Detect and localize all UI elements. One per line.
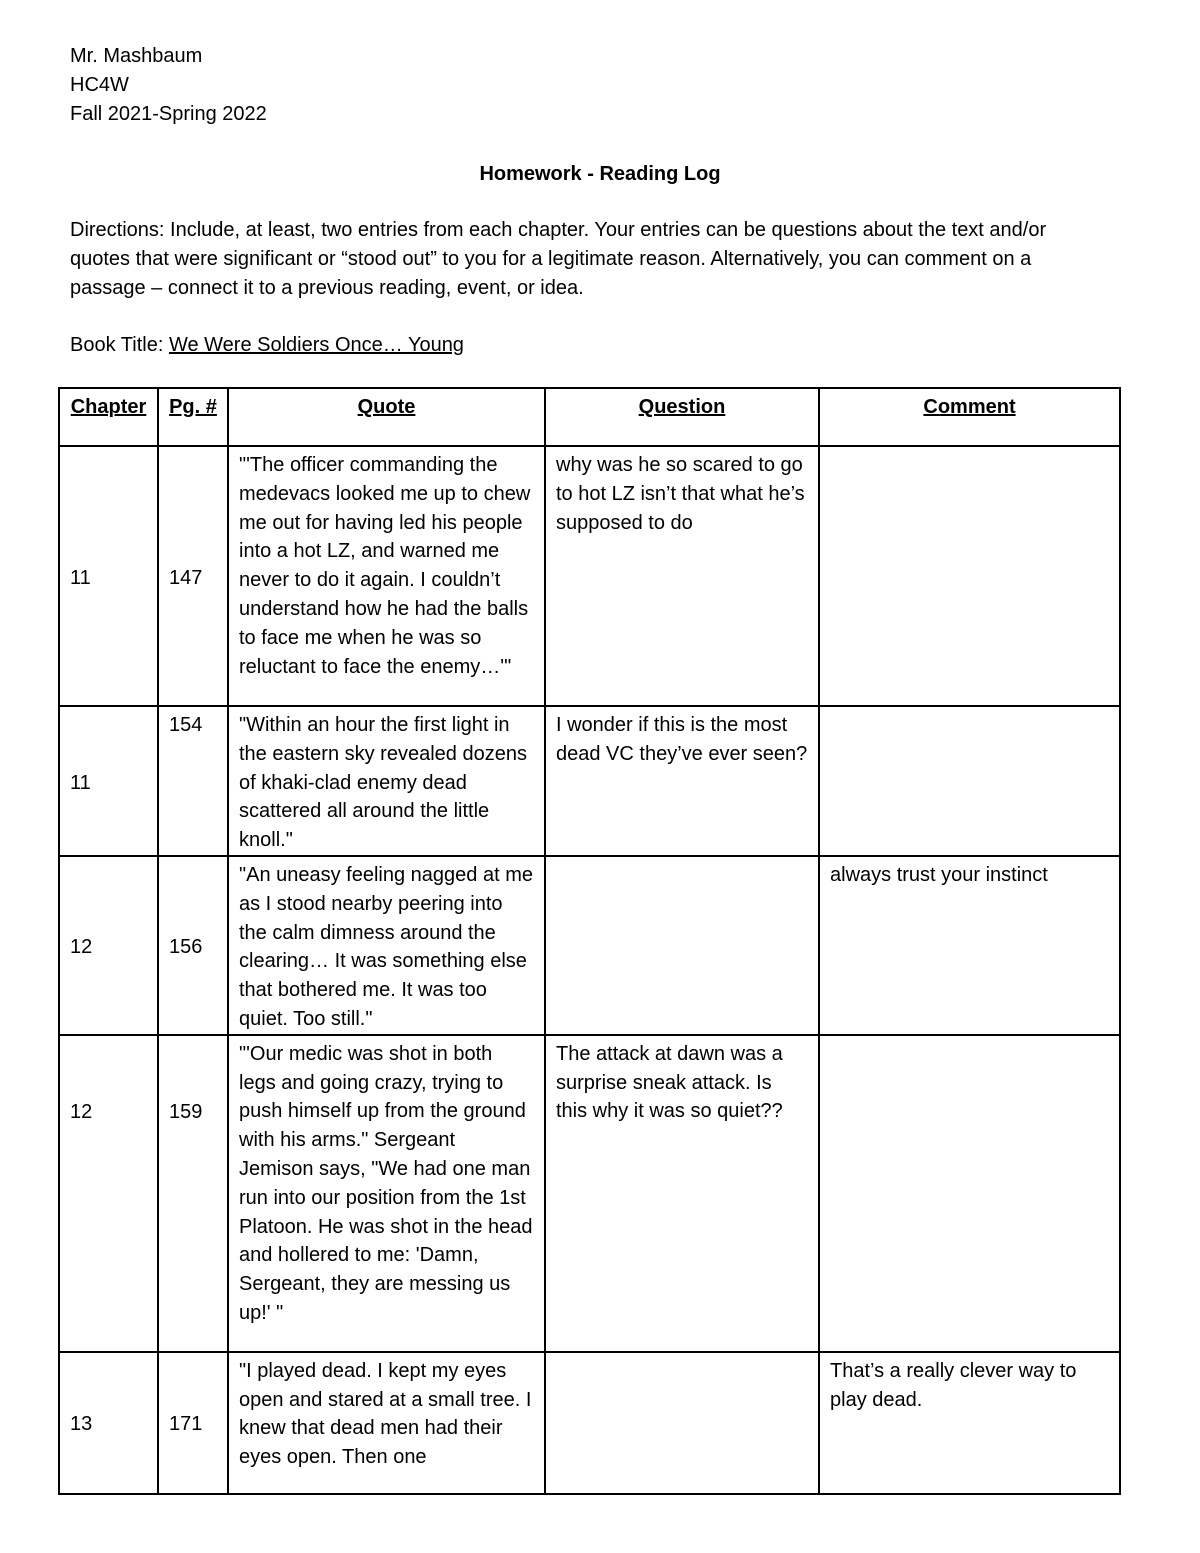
quote-cell: "'The officer commanding the medevacs looked me up to chew me out for having led his people into a hot LZ, and warned me never to do it again. I couldn’t understand how he had the balls to face me when he was so reluctant to face the enemy…'" <box>228 446 545 706</box>
comment-cell: That’s a really clever way to play dead. <box>819 1352 1120 1494</box>
chapter-cell: 12 <box>59 856 158 1035</box>
chapter-cell: 13 <box>59 1352 158 1494</box>
quote-cell: "Within an hour the first light in the eastern sky revealed dozens of khaki-clad enemy dead scattered all around the little knoll." <box>228 706 545 856</box>
header-comment: Comment <box>819 388 1120 446</box>
header-page: Pg. # <box>158 388 228 446</box>
book-title-value: We Were Soldiers Once… Young <box>168 334 464 356</box>
comment-cell <box>819 1035 1120 1352</box>
chapter-cell: 11 <box>59 446 158 706</box>
header-quote: Quote <box>228 388 545 446</box>
question-cell: I wonder if this is the most dead VC they’ve ever seen? <box>545 706 819 856</box>
course-code: HC4W <box>70 74 129 96</box>
page-cell: 156 <box>158 856 228 1035</box>
page-cell: 171 <box>158 1352 228 1494</box>
directions-text: Directions: Include, at least, two entries from each chapter. Your entries can be questions about the text and/or quotes that were significant or “stood out” to you for a legitimate reason. Alternatively, you can comment on a passage – connect it to a previous reading, event, or idea. <box>70 219 1047 299</box>
comment-cell <box>819 706 1120 856</box>
teacher-name: Mr. Mashbaum <box>70 45 203 67</box>
term: Fall 2021-Spring 2022 <box>70 103 267 125</box>
table-row <box>59 706 1120 856</box>
header-chapter: Chapter <box>59 388 158 446</box>
page-cell: 154 <box>158 706 228 856</box>
quote-cell: "An uneasy feeling nagged at me as I stood nearby peering into the calm dimness around the clearing… It was something else that bothered me. It was too quiet. Too still." <box>228 856 545 1035</box>
chapter-cell: 12 <box>59 1035 158 1352</box>
reading-log-table <box>58 387 1121 1495</box>
chapter-cell: 11 <box>59 706 158 856</box>
table-row <box>59 1352 1120 1494</box>
quote-cell: "I played dead. I kept my eyes open and stared at a small tree. I knew that dead men had their eyes open. Then one <box>228 1352 545 1494</box>
comment-cell: always trust your instinct <box>819 856 1120 1035</box>
question-cell <box>545 1352 819 1494</box>
page-title: Homework - Reading Log <box>479 163 721 185</box>
page-cell: 147 <box>158 446 228 706</box>
question-cell <box>545 856 819 1035</box>
table-header-row <box>59 388 1120 446</box>
table-row <box>59 446 1120 706</box>
comment-cell <box>819 446 1120 706</box>
question-cell: why was he so scared to go to hot LZ isn’t that what he’s supposed to do <box>545 446 819 706</box>
book-title-label: Book Title: <box>70 334 164 356</box>
question-cell: The attack at dawn was a surprise sneak attack. Is this why it was so quiet?? <box>545 1035 819 1352</box>
header-question: Question <box>545 388 819 446</box>
table-row <box>59 1035 1120 1352</box>
page-cell: 159 <box>158 1035 228 1352</box>
quote-cell: "'Our medic was shot in both legs and going crazy, trying to push himself up from the ground with his arms." Sergeant Jemison says, "We had one man run into our position from the 1st Platoon. He was shot in the head and hollered to me: 'Damn, Sergeant, they are messing us up!' " <box>228 1035 545 1352</box>
book-title-line <box>70 331 464 360</box>
table-row <box>59 856 1120 1035</box>
